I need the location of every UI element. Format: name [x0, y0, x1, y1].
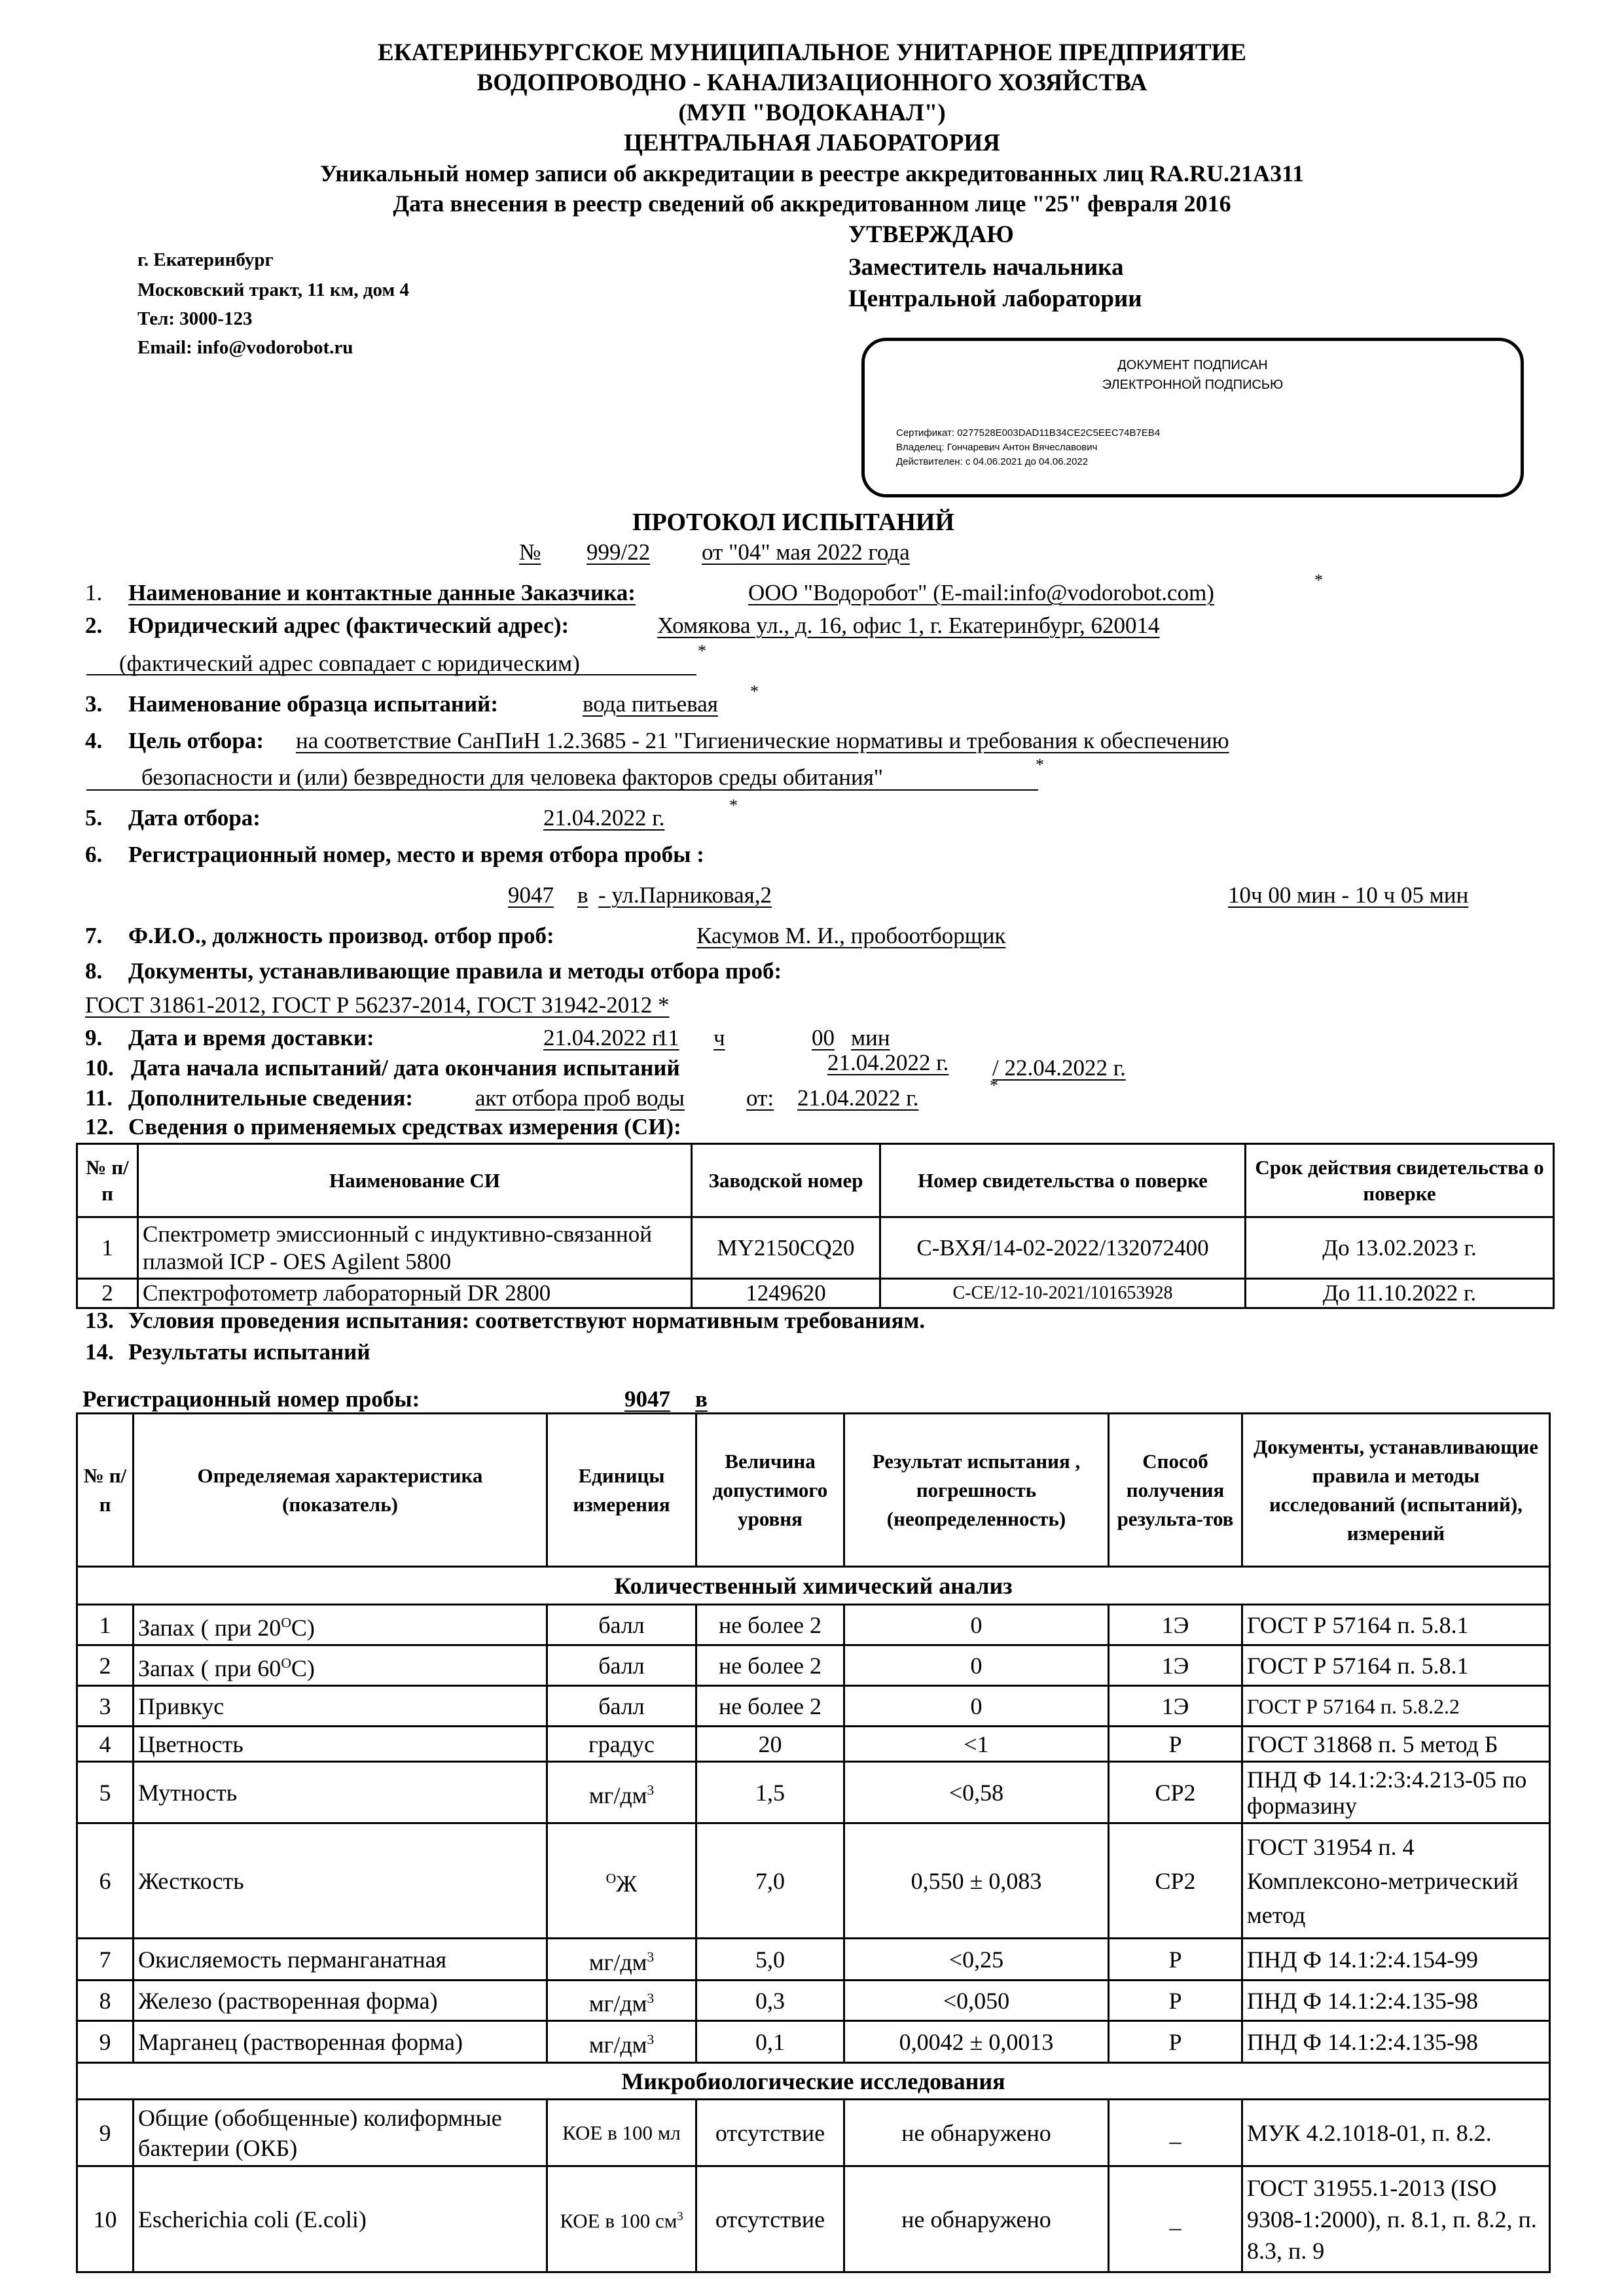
row-result: <1 [844, 1727, 1109, 1762]
field-6-label: Регистрационный номер, место и время отбора пробы : [128, 842, 704, 867]
row-method: Р [1109, 2021, 1242, 2063]
row-characteristic: Марганец (растворенная форма) [134, 2021, 547, 2063]
protocol-date: от "04" мая 2022 года [702, 539, 910, 565]
row-document: ГОСТ 31955.1-2013 (ISO 9308-1:2000), п. 8.1, п. 8.2, п. 8.3, п. 9 [1242, 2166, 1550, 2272]
row-document: ПНД Ф 14.1:2:4.135-98 [1242, 2021, 1550, 2063]
row-units: $мг/дм^3$ [547, 1981, 696, 2021]
field-4-number: 4. [85, 728, 103, 753]
table-row [77, 1939, 1550, 1981]
res-col-units: Единицы измерения [547, 1414, 696, 1567]
field-8-number: 8. [85, 958, 103, 984]
row-units: $мг/дм^3$ [547, 2021, 696, 2063]
table-row [77, 2100, 1550, 2166]
si-table-row [77, 1217, 1554, 1279]
field-10-end-date: / 22.04.2022 г. [992, 1055, 1126, 1081]
row-number: 4 [77, 1727, 134, 1762]
field-4-purpose-cont: безопасности и (или) безвредности для человека факторов среды обитания" [141, 764, 884, 790]
approval-line2: Центральной лаборатории [848, 285, 1142, 312]
row-permissible: не более 2 [696, 1645, 844, 1686]
field-11-date: 21.04.2022 г. [797, 1085, 919, 1111]
row-document: ГОСТ 31868 п. 5 метод Б [1242, 1727, 1550, 1762]
field-9-minutes: 00 [812, 1025, 835, 1050]
accreditation-number: Уникальный номер записи об аккредитации в реестре аккредитованных лиц RA.RU.21А311 [319, 160, 1305, 187]
res-col-result: Результат испытания , погрешность (неопределенность) [844, 1414, 1109, 1567]
org-name-line2: ВОДОПРОВОДНО - КАНАЛИЗАЦИОННОГО ХОЗЯЙСТВА [477, 69, 1147, 96]
si-row-name: Спектрометр эмиссионный с индуктивно-связанной плазмой ICP - OES Agilent 5800 [138, 1217, 692, 1279]
row-permissible: отсутствие [696, 2166, 844, 2272]
field-7-number: 7. [85, 923, 103, 948]
row-units: $мг/дм^3$ [547, 1762, 696, 1823]
field-7-label: Ф.И.О., должность производ. отбор проб: [128, 923, 554, 948]
row-characteristic: Железо (растворенная форма) [134, 1981, 547, 2021]
row-document: ГОСТ Р 57164 п. 5.8.1 [1242, 1645, 1550, 1686]
section-chemical [77, 1567, 1550, 1605]
row-result: <0,58 [844, 1762, 1109, 1823]
row-number: 9 [77, 2100, 134, 2166]
org-name-line3: (МУП "ВОДОКАНАЛ") [678, 99, 946, 126]
field-2-label: Юридический адрес (фактический адрес): [128, 613, 569, 638]
field-12-label: Сведения о применяемых средствах измерения (СИ): [128, 1114, 681, 1139]
table-row [77, 1645, 1550, 1686]
field-1-label: Наименование и контактные данные Заказчика: [128, 580, 636, 605]
field-2-address-note: (фактический адрес совпадает с юридическим) [119, 651, 580, 676]
row-permissible: не более 2 [696, 1605, 844, 1645]
si-col-number: № п/п [77, 1144, 138, 1217]
row-units: балл [547, 1605, 696, 1645]
row-characteristic: Окисляемость перманганатная [134, 1939, 547, 1981]
field-5-number: 5. [85, 805, 103, 831]
row-result: 0 [844, 1686, 1109, 1727]
row-document: ГОСТ 31954 п. 4 Комплексоно-метрический метод [1242, 1823, 1550, 1939]
row-method: СР2 [1109, 1823, 1242, 1939]
registry-date: Дата внесения в реестр сведений об аккредитованном лице "25" февраля 2016 [393, 190, 1231, 217]
row-number: 2 [77, 1645, 134, 1686]
row-units: балл [547, 1645, 696, 1686]
lab-name: ЦЕНТРАЛЬНАЯ ЛАБОРАТОРИЯ [624, 130, 1000, 156]
row-document: МУК 4.2.1018-01, п. 8.2. [1242, 2100, 1550, 2166]
row-characteristic: Привкус [134, 1686, 547, 1727]
row-number: 1 [77, 1605, 134, 1645]
field-5-asterisk: * [729, 796, 738, 815]
protocol-number-sign: № [519, 539, 541, 565]
row-characteristic: Общие (обобщенные) колиформные бактерии (ОКБ) [134, 2100, 547, 2166]
row-method: Р [1109, 1727, 1242, 1762]
field-13-number: 13. [85, 1308, 114, 1333]
address-phone: Тел: 3000-123 [137, 308, 253, 329]
row-characteristic: Запах ( при $20^OС$) [134, 1605, 547, 1645]
field-4-asterisk: * [1036, 755, 1044, 774]
results-table-header [77, 1414, 1550, 1567]
protocol-number: 999/22 [586, 539, 651, 565]
row-number: 5 [77, 1762, 134, 1823]
si-col-certificate: Номер свидетельства о поверке [880, 1144, 1246, 1217]
field-9-label: Дата и время доставки: [128, 1025, 374, 1050]
field-6-reg-number: 9047 [508, 882, 554, 908]
field-9-number: 9. [85, 1025, 103, 1050]
row-number: 9 [77, 2021, 134, 2063]
field-1-number: 1. [85, 580, 103, 605]
row-permissible: 7,0 [696, 1823, 844, 1939]
sample-reg-number: 9047 [624, 1386, 670, 1412]
field-14-label: Результаты испытаний [128, 1339, 370, 1365]
res-col-number: № п/п [77, 1414, 134, 1567]
signature-owner: Владелец: Гончаревич Антон Вячеславович [896, 442, 1098, 453]
row-permissible: 20 [696, 1727, 844, 1762]
field-10-start-date: 21.04.2022 г. [827, 1050, 949, 1075]
si-table-row [77, 1279, 1554, 1308]
si-table-header [77, 1144, 1554, 1217]
si-row-validity: До 11.10.2022 г. [1246, 1279, 1554, 1308]
table-row [77, 2166, 1550, 2272]
row-document: ПНД Ф 14.1:2:4.154-99 [1242, 1939, 1550, 1981]
si-row-number: 1 [77, 1217, 138, 1279]
row-permissible: 1,5 [696, 1762, 844, 1823]
row-number: 8 [77, 1981, 134, 2021]
row-number: 6 [77, 1823, 134, 1939]
row-result: <0,050 [844, 1981, 1109, 2021]
si-row-validity: До 13.02.2023 г. [1246, 1217, 1554, 1279]
field-12-number: 12. [85, 1114, 114, 1139]
row-units: градус [547, 1727, 696, 1762]
field-10-number: 10. [85, 1055, 114, 1081]
row-result: 0,0042 ± 0,0013 [844, 2021, 1109, 2063]
table-row [77, 1981, 1550, 2021]
results-table [76, 1412, 1551, 2273]
row-units: КОЕ в 100 $см^3$ [547, 2166, 696, 2272]
field-11-asterisk: * [990, 1076, 998, 1095]
field-14-number: 14. [85, 1339, 114, 1365]
field-1-asterisk: * [1314, 571, 1323, 590]
signature-certificate: Сертификат: 0277528E003DAD11B34CE2C5EEC74B7EB4 [896, 427, 1161, 439]
field-11-from: от: [746, 1085, 774, 1111]
row-permissible: 0,3 [696, 1981, 844, 2021]
si-row-serial: 1249620 [692, 1279, 880, 1308]
row-method: Р [1109, 1981, 1242, 2021]
row-units: $^O$Ж [547, 1823, 696, 1939]
row-units: КОЕ в 100 мл [547, 2100, 696, 2166]
section-microbiology [77, 2063, 1550, 2100]
address-email: Email: info@vodorobot.ru [137, 337, 353, 358]
si-row-certificate: С-СЕ/12-10-2021/101653928 [880, 1279, 1246, 1308]
table-row [77, 1762, 1550, 1823]
field-2-address: Хомякова ул., д. 16, офис 1, г. Екатеринбург, 620014 [657, 613, 1160, 638]
row-document: ПНД Ф 14.1:2:3:4.213-05 по формазину [1242, 1762, 1550, 1823]
signature-validity: Действителен: с 04.06.2021 до 04.06.2022 [896, 456, 1089, 467]
field-6-letter: в [577, 882, 588, 908]
field-3-asterisk: * [750, 682, 759, 701]
si-row-certificate: С-ВХЯ/14-02-2022/132072400 [880, 1217, 1246, 1279]
field-13-label: Условия проведения испытания: соответствуют нормативным требованиям. [128, 1308, 926, 1333]
row-number: 7 [77, 1939, 134, 1981]
table-row [77, 2021, 1550, 2063]
row-result: 0 [844, 1605, 1109, 1645]
field-3-sample-name: вода питьевая [583, 691, 718, 717]
section-chemical-title: Количественный химический анализ [77, 1567, 1550, 1605]
field-10-label: Дата начала испытаний/ дата окончания испытаний [131, 1055, 680, 1081]
si-col-validity: Срок действия свидетельства о поверке [1246, 1144, 1554, 1217]
row-result: 0,550 ± 0,083 [844, 1823, 1109, 1939]
field-6-time: 10ч 00 мин - 10 ч 05 мин [1228, 882, 1469, 908]
si-row-number: 2 [77, 1279, 138, 1308]
address-street: Московский тракт, 11 км, дом 4 [137, 279, 409, 300]
field-11-act: акт отбора проб воды [475, 1085, 685, 1111]
field-3-number: 3. [85, 691, 103, 717]
row-number: 10 [77, 2166, 134, 2272]
row-permissible: отсутствие [696, 2100, 844, 2166]
measuring-instruments-table [76, 1143, 1555, 1309]
row-document: ГОСТ Р 57164 п. 5.8.1 [1242, 1605, 1550, 1645]
section-microbiology-title: Микробиологические исследования [77, 2063, 1550, 2100]
res-col-permissible: Величина допустимого уровня [696, 1414, 844, 1567]
field-9-hour-unit: ч [713, 1025, 725, 1050]
row-method: 1Э [1109, 1645, 1242, 1686]
row-method: _ [1109, 2100, 1242, 2166]
row-characteristic: Escherichia coli (E.coli) [134, 2166, 547, 2272]
row-result: не обнаружено [844, 2166, 1109, 2272]
field-7-sampler: Касумов М. И., пробоотборщик [696, 923, 1006, 948]
si-row-serial: MY2150CQ20 [692, 1217, 880, 1279]
field-1-customer: ООО "Водоробот" (E-mail:info@vodorobot.com) [748, 580, 1214, 605]
protocol-title: ПРОТОКОЛ ИСПЫТАНИЙ [632, 509, 955, 536]
row-document: ПНД Ф 14.1:2:4.135-98 [1242, 1981, 1550, 2021]
row-method: СР2 [1109, 1762, 1242, 1823]
table-row [77, 1686, 1550, 1727]
row-result: не обнаружено [844, 2100, 1109, 2166]
field-9-date: 21.04.2022 г [543, 1025, 662, 1050]
field-9-hour: 11 [657, 1025, 679, 1050]
row-method: _ [1109, 2166, 1242, 2272]
row-characteristic: Жесткость [134, 1823, 547, 1939]
field-4-purpose: на соответствие СанПиН 1.2.3685 - 21 "Гигиенические нормативы и требования к обеспечению [296, 728, 1229, 753]
table-row [77, 1605, 1550, 1645]
table-row [77, 1727, 1550, 1762]
field-11-number: 11. [85, 1085, 113, 1111]
row-characteristic: Запах ( при $60^OС$) [134, 1645, 547, 1686]
sample-reg-label: Регистрационный номер пробы: [82, 1386, 420, 1412]
res-col-characteristic: Определяемая характеристика (показатель) [134, 1414, 547, 1567]
si-col-name: Наименование СИ [138, 1144, 692, 1217]
approval-line1: Заместитель начальника [848, 254, 1124, 281]
row-result: 0 [844, 1645, 1109, 1686]
si-col-serial: Заводской номер [692, 1144, 880, 1217]
row-permissible: 0,1 [696, 2021, 844, 2063]
row-units: балл [547, 1686, 696, 1727]
field-11-label: Дополнительные сведения: [128, 1085, 414, 1111]
field-3-label: Наименование образца испытаний: [128, 691, 498, 717]
sample-reg-letter: в [695, 1386, 708, 1412]
signature-line1: ДОКУМЕНТ ПОДПИСАН [1117, 358, 1268, 372]
row-permissible: 5,0 [696, 1939, 844, 1981]
field-4-label: Цель отбора: [128, 728, 264, 753]
row-result: <0,25 [844, 1939, 1109, 1981]
field-5-label: Дата отбора: [128, 805, 261, 831]
row-method: 1Э [1109, 1605, 1242, 1645]
field-8-label: Документы, устанавливающие правила и методы отбора проб: [128, 958, 782, 984]
field-9-minutes-unit: мин [851, 1025, 890, 1050]
address-city: г. Екатеринбург [137, 249, 274, 270]
row-characteristic: Цветность [134, 1727, 547, 1762]
field-6-number: 6. [85, 842, 103, 867]
field-6-place: - ул.Парниковая,2 [598, 882, 772, 908]
org-name-line1: ЕКАТЕРИНБУРГСКОЕ МУНИЦИПАЛЬНОЕ УНИТАРНОЕ ПРЕДПРИЯТИЕ [378, 39, 1246, 66]
field-5-sampling-date: 21.04.2022 г. [543, 805, 665, 831]
approval-title: УТВЕРЖДАЮ [848, 221, 1014, 248]
row-document: ГОСТ Р 57164 п. 5.8.2.2 [1242, 1686, 1550, 1727]
field-8-documents: ГОСТ 31861-2012, ГОСТ Р 56237-2014, ГОСТ 31942-2012 * [85, 992, 670, 1018]
table-row [77, 1823, 1550, 1939]
row-permissible: не более 2 [696, 1686, 844, 1727]
si-row-name: Спектрофотометр лабораторный DR 2800 [138, 1279, 692, 1308]
res-col-method: Способ получения результа-тов [1109, 1414, 1242, 1567]
field-2-number: 2. [85, 613, 103, 638]
row-method: Р [1109, 1939, 1242, 1981]
row-number: 3 [77, 1686, 134, 1727]
row-characteristic: Мутность [134, 1762, 547, 1823]
row-method: 1Э [1109, 1686, 1242, 1727]
signature-line2: ЭЛЕКТРОННОЙ ПОДПИСЬЮ [1102, 378, 1284, 392]
res-col-documents: Документы, устанавливающие правила и методы исследований (испытаний), измерений [1242, 1414, 1550, 1567]
row-units: $мг/дм^3$ [547, 1939, 696, 1981]
field-2-asterisk: * [698, 641, 706, 660]
electronic-signature-stamp [861, 338, 1524, 497]
